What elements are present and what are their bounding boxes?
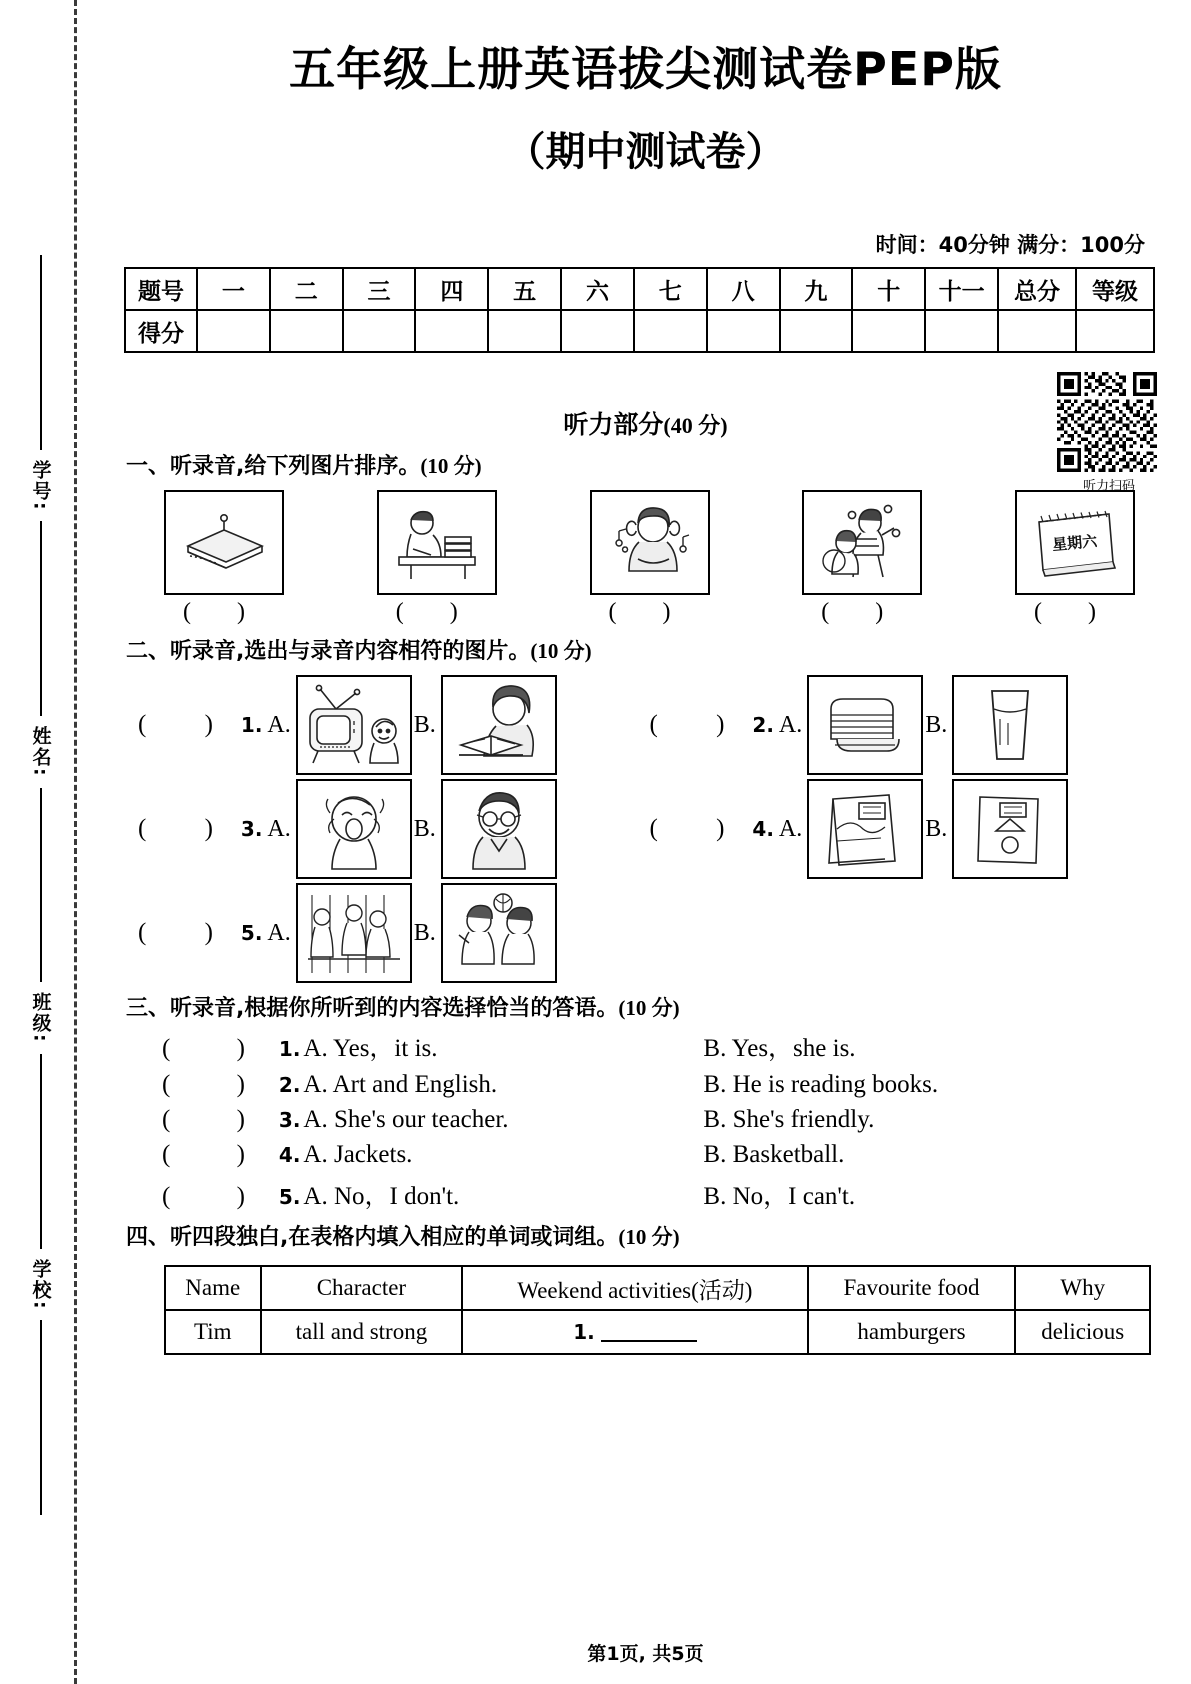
- answer-paren-q3-5[interactable]: ( ): [162, 1183, 275, 1211]
- option-label-a: A.: [778, 711, 803, 738]
- table-row: [165, 1310, 1150, 1354]
- divider-rule: [40, 255, 42, 450]
- answer-paren-q2-3[interactable]: ( ): [138, 815, 239, 843]
- column-header-favourite-food: Favourite food: [808, 1266, 1016, 1310]
- question-1-points: (10 分): [420, 454, 482, 479]
- item-number-3: 3.: [240, 817, 263, 842]
- item-number-3: 3.: [278, 1108, 301, 1133]
- answer-blank-2[interactable]: ( ): [395, 599, 478, 626]
- score-col-3: 三: [343, 268, 416, 310]
- qr-code-icon[interactable]: [1057, 372, 1157, 472]
- option-label-b: B.: [413, 919, 436, 946]
- question-3-answer-list: [100, 1026, 1191, 1212]
- woman-reading-book-icon: [445, 679, 553, 771]
- field-label-class: 班级:: [29, 992, 52, 1044]
- item-number-4: 4.: [752, 817, 774, 842]
- score-col-7: 七: [634, 268, 707, 310]
- list-item: [162, 1028, 1191, 1064]
- answer-paren-q2-5[interactable]: ( ): [138, 919, 239, 947]
- student-info-stack: [18, 255, 64, 1515]
- question-4-table-wrapper: [100, 1255, 1191, 1355]
- exam-meta-info: 时间：40分钟 满分：100分: [875, 233, 1145, 258]
- fill-in-blank-line[interactable]: [601, 1340, 697, 1342]
- cell-favourite-food: hamburgers: [808, 1310, 1016, 1354]
- answer-paren-q2-4[interactable]: ( ): [649, 815, 751, 843]
- qr-code-block[interactable]: [1057, 372, 1161, 494]
- choice-row: [138, 883, 1161, 983]
- score-col-2: 二: [270, 268, 343, 310]
- divider-rule: [40, 1320, 42, 1515]
- option-b-text[interactable]: B. She's friendly.: [703, 1106, 875, 1134]
- option-b-text[interactable]: B. He is reading books.: [703, 1071, 939, 1099]
- choice-row: [138, 675, 1161, 775]
- option-image-crying-baby[interactable]: [296, 779, 412, 879]
- option-label-a: A.: [267, 919, 291, 946]
- score-cell-3[interactable]: [343, 310, 416, 352]
- divider-rule: [40, 788, 42, 983]
- divider-rule: [40, 521, 42, 716]
- listening-section-title: [100, 405, 1191, 441]
- glass-of-water-icon: [956, 679, 1064, 771]
- score-col-6: 六: [561, 268, 634, 310]
- field-label-school: 学校:: [29, 1258, 52, 1311]
- score-cell-1[interactable]: [197, 310, 270, 352]
- score-table-wrapper: [100, 267, 1191, 353]
- score-table-value-row: [125, 310, 1154, 352]
- option-image-playground[interactable]: [296, 883, 412, 983]
- score-cell-6[interactable]: [561, 310, 634, 352]
- field-label-name: 姓名:: [29, 726, 52, 778]
- option-a-text[interactable]: A. Yes，it is.: [303, 1035, 438, 1063]
- option-image-smiling-boy[interactable]: [441, 779, 557, 879]
- score-cell-11[interactable]: [925, 310, 998, 352]
- score-col-5: 五: [488, 268, 561, 310]
- score-cell-5[interactable]: [488, 310, 561, 352]
- smiling-boy-glasses-icon: [445, 783, 553, 875]
- option-label-a: A.: [267, 815, 291, 842]
- picture-listening-music[interactable]: [590, 490, 710, 595]
- score-table-header-row: [125, 268, 1154, 310]
- kids-playing-ball-icon: [816, 499, 908, 587]
- question-3-text: 三、听录音,根据你所听到的内容选择恰当的答语。: [126, 996, 619, 1022]
- item-number-2: 2.: [278, 1073, 301, 1098]
- score-col-grade: 等级: [1076, 268, 1154, 310]
- column-header-character: Character: [261, 1266, 463, 1310]
- table-header-row: [165, 1266, 1150, 1310]
- option-a-text[interactable]: A. She's our teacher.: [303, 1106, 509, 1134]
- girl-listening-music-icon: [605, 501, 695, 585]
- picture-doing-homework[interactable]: [377, 490, 497, 595]
- answer-paren-q2-1[interactable]: ( ): [138, 711, 239, 739]
- item-number-1: 1.: [240, 713, 263, 738]
- score-col-1: 一: [197, 268, 270, 310]
- dashed-cut-line: [74, 0, 77, 1684]
- list-item: [162, 1071, 1191, 1099]
- question-2-text: 二、听录音,选出与录音内容相符的图片。: [126, 639, 531, 665]
- list-item: [162, 1106, 1191, 1134]
- left-margin-sidebar: [0, 0, 100, 1684]
- picture-playing-ball[interactable]: [802, 490, 922, 595]
- textbook-math-icon: [956, 783, 1064, 875]
- item-number-5: 5.: [278, 1185, 301, 1210]
- cell-character: tall and strong: [261, 1310, 463, 1354]
- cell-name: Tim: [165, 1310, 261, 1354]
- textbook-chinese-icon: [811, 783, 919, 875]
- score-cell-8[interactable]: [707, 310, 780, 352]
- option-image-textbook-a[interactable]: [807, 779, 923, 879]
- score-col-4: 四: [415, 268, 488, 310]
- cell-why: delicious: [1015, 1310, 1150, 1354]
- answer-paren-q3-1[interactable]: ( ): [162, 1035, 275, 1063]
- calendar-saturday-icon: [1025, 504, 1125, 582]
- choice-row: [138, 779, 1161, 879]
- page-title: 五年级上册英语拔尖测试卷PEP版: [289, 42, 1002, 96]
- question-1-heading: [126, 449, 1191, 480]
- question-4-heading: [126, 1220, 1191, 1251]
- listening-section-label: 听力部分: [563, 410, 664, 440]
- page-footer: 第1页, 共5页: [587, 1643, 704, 1665]
- question-2-points: (10 分): [530, 639, 592, 664]
- listening-section-points: (40 分): [663, 413, 728, 439]
- score-cell-10[interactable]: [852, 310, 925, 352]
- choice-item-3: [138, 779, 650, 879]
- score-cell-grade[interactable]: [1076, 310, 1154, 352]
- score-table: [124, 267, 1155, 353]
- children-playground-icon: [300, 887, 408, 979]
- score-cell-7[interactable]: [634, 310, 707, 352]
- question-3-heading: [126, 991, 1191, 1022]
- question-4-points: (10 分): [618, 1225, 680, 1250]
- option-b-text[interactable]: B. No，I can't.: [703, 1183, 856, 1211]
- question-4-text: 四、听四段独白,在表格内填入相应的单词或词组。: [126, 1225, 619, 1251]
- score-col-total: 总分: [998, 268, 1076, 310]
- score-row-label-points: 得分: [125, 310, 197, 352]
- item-number-5: 5.: [240, 921, 263, 946]
- option-image-textbook-b[interactable]: [952, 779, 1068, 879]
- option-image-television[interactable]: [296, 675, 412, 775]
- option-image-bread[interactable]: [807, 675, 923, 775]
- list-item: [162, 1141, 1191, 1169]
- option-image-kids-ball[interactable]: [441, 883, 557, 983]
- answer-paren-q2-2[interactable]: ( ): [649, 711, 751, 739]
- option-label-b: B.: [413, 711, 436, 738]
- score-col-9: 九: [780, 268, 853, 310]
- answer-blank-3[interactable]: ( ): [608, 599, 691, 626]
- question-2-choice-grid: [100, 669, 1191, 983]
- score-col-8: 八: [707, 268, 780, 310]
- exam-page: [100, 0, 1191, 1684]
- question-1-picture-row: [100, 484, 1191, 595]
- score-row-label-question: 题号: [125, 268, 197, 310]
- column-header-weekend-activities: Weekend activities(活动): [462, 1266, 807, 1310]
- answer-paren-q3-2[interactable]: ( ): [162, 1071, 275, 1099]
- score-cell-total[interactable]: [998, 310, 1076, 352]
- bread-slices-icon: [811, 679, 919, 771]
- item-number-4: 4.: [278, 1143, 301, 1168]
- question-1-answer-row: [100, 595, 1191, 626]
- answer-blank-5[interactable]: ( ): [1034, 599, 1116, 626]
- answer-paren-q3-3[interactable]: ( ): [162, 1106, 275, 1134]
- listening-info-table: [164, 1265, 1151, 1355]
- blank-number-1: 1.: [573, 1320, 595, 1345]
- question-2-heading: [126, 634, 1191, 665]
- option-label-b: B.: [413, 815, 436, 842]
- option-b-text[interactable]: B. Basketball.: [703, 1141, 845, 1169]
- option-label-a: A.: [778, 815, 803, 842]
- option-label-b: B.: [925, 711, 948, 738]
- option-a-text[interactable]: A. Art and English.: [303, 1071, 498, 1099]
- item-number-1: 1.: [278, 1037, 301, 1062]
- calendar-day-text: 星期六: [1051, 531, 1098, 554]
- field-label-student-id: 学号:: [29, 459, 52, 512]
- choice-item-4: [650, 779, 1162, 879]
- sandwich-icon: [174, 512, 274, 574]
- option-image-woman-reading[interactable]: [441, 675, 557, 775]
- answer-blank-1[interactable]: ( ): [183, 599, 265, 626]
- kids-with-ball-icon: [445, 887, 553, 979]
- cell-weekend-blank[interactable]: [462, 1310, 807, 1354]
- choice-item-1: [138, 675, 650, 775]
- column-header-name: Name: [165, 1266, 261, 1310]
- boy-doing-homework-icon: [387, 503, 487, 583]
- television-icon: [300, 679, 408, 771]
- question-1-text: 一、听录音,给下列图片排序。: [126, 454, 421, 480]
- question-3-points: (10 分): [618, 996, 680, 1021]
- option-a-text[interactable]: A. Jackets.: [303, 1141, 413, 1169]
- choice-item-2: [650, 675, 1162, 775]
- picture-sandwich[interactable]: [164, 490, 284, 595]
- item-number-2: 2.: [752, 713, 774, 738]
- score-cell-2[interactable]: [270, 310, 343, 352]
- divider-rule: [40, 1054, 42, 1249]
- option-b-text[interactable]: B. Yes，she is.: [703, 1035, 856, 1063]
- score-col-10: 十: [852, 268, 925, 310]
- score-cell-4[interactable]: [415, 310, 488, 352]
- score-cell-9[interactable]: [780, 310, 853, 352]
- picture-calendar-saturday[interactable]: [1015, 490, 1135, 595]
- qr-code-caption: 听力扫码: [1082, 479, 1135, 494]
- option-a-text[interactable]: A. No，I don't.: [303, 1183, 460, 1211]
- list-item: [162, 1176, 1191, 1212]
- option-label-a: A.: [267, 711, 291, 738]
- column-header-why: Why: [1015, 1266, 1150, 1310]
- answer-paren-q3-4[interactable]: ( ): [162, 1141, 275, 1169]
- choice-item-5: [138, 883, 650, 983]
- page-subtitle: （期中测试卷）: [505, 129, 786, 176]
- crying-baby-icon: [300, 783, 408, 875]
- option-label-b: B.: [925, 815, 948, 842]
- answer-blank-4[interactable]: ( ): [821, 599, 904, 626]
- option-image-water-glass[interactable]: [952, 675, 1068, 775]
- score-col-11: 十一: [925, 268, 998, 310]
